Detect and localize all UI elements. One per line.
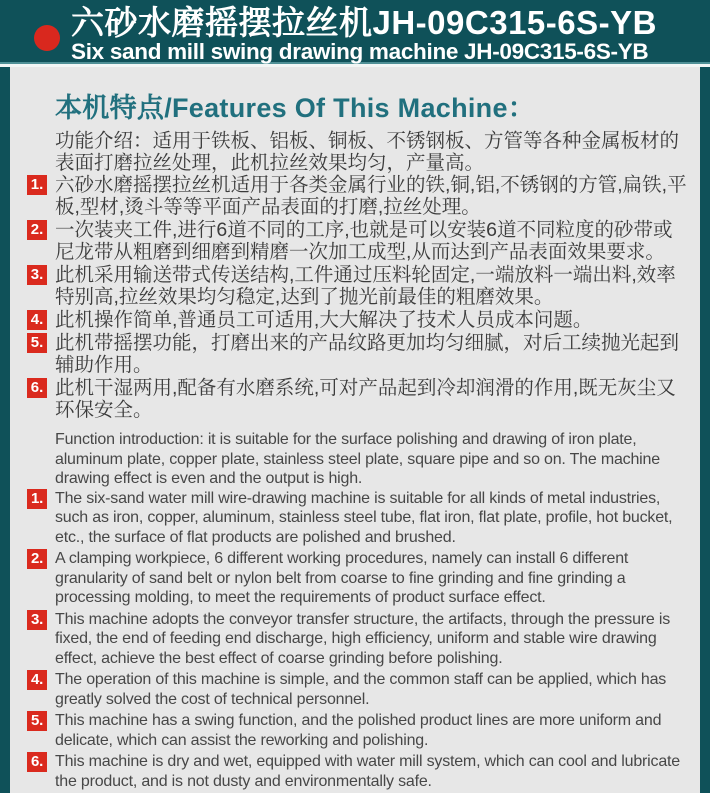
item-number-badge: 3. <box>27 610 47 630</box>
product-title-zh: 六砂水磨摇摆拉丝机JH-09C315-6S-YB <box>71 4 657 41</box>
feature-item <box>30 711 690 750</box>
features-list-en <box>30 489 690 792</box>
product-titles <box>71 0 657 64</box>
item-number-badge: 5. <box>27 711 47 731</box>
feature-item <box>30 264 690 308</box>
features-intro-zh: 功能介绍：适用于铁板、铝板、铜板、不锈钢板、方管等各种金属板材的表面打磨拉丝处理，此机拉丝效果均匀，产量高。 <box>55 130 680 174</box>
feature-item <box>30 377 690 421</box>
item-number-badge: 1. <box>27 489 47 509</box>
product-title-en: Six sand mill swing drawing machine JH-09C315-6S-YB <box>71 39 649 64</box>
item-text: This machine is dry and wet, equipped with water mill system, which can cool and lubricate the product, and is not dusty and environmentally safe. <box>55 753 680 790</box>
feature-item <box>30 219 690 263</box>
item-number-badge: 4. <box>27 670 47 690</box>
header-banner <box>0 0 710 62</box>
feature-item <box>30 752 690 791</box>
item-text: 一次装夹工件,进行6道不同的工序,也就是可以安装6道不同粒度的砂带或尼龙带从粗磨到细磨到精磨一次加工成型,从而达到产品表面效果要求。 <box>55 219 673 263</box>
features-heading: 本机特点/Features Of This Machine： <box>55 93 536 123</box>
item-text: 此机带摇摆功能，打磨出来的产品纹路更加均匀细腻，对后工续抛光起到辅助作用。 <box>55 332 680 376</box>
item-text: This machine has a swing function, and the polished product lines are more uniform and delicate, which can assist the reworking and polishing. <box>55 712 662 749</box>
feature-item <box>30 549 690 608</box>
item-number-badge: 3. <box>27 265 47 285</box>
feature-item <box>30 332 690 376</box>
item-number-badge: 1. <box>27 175 47 195</box>
item-text: The six-sand water mill wire-drawing machine is suitable for all kinds of metal industries, such as iron, copper, aluminum, stainless steel tube, flat iron, flat plate, profile, hot bucket, etc., the surface of flat products are polished and brushed. <box>55 489 673 546</box>
item-number-badge: 2. <box>27 549 47 569</box>
feature-item <box>30 489 690 548</box>
feature-item <box>30 174 690 218</box>
features-card <box>10 67 700 793</box>
features-list-zh <box>30 174 690 421</box>
item-number-badge: 4. <box>27 310 47 330</box>
item-number-badge: 6. <box>27 752 47 772</box>
feature-item <box>30 309 690 331</box>
item-text: 此机采用输送带式传送结构,工件通过压料轮固定,一端放料一端出料,效率特别高,拉丝效果均匀稳定,达到了抛光前最佳的粗磨效果。 <box>55 264 676 308</box>
item-text: The operation of this machine is simple, and the common staff can be applied, which has greatly solved the cost of technical personnel. <box>55 671 667 708</box>
red-dot-icon <box>34 25 60 51</box>
feature-item <box>30 610 690 669</box>
item-text: 此机操作简单,普通员工可适用,大大解决了技术人员成本问题。 <box>55 309 593 331</box>
item-number-badge: 2. <box>27 220 47 240</box>
features-intro-en: Function introduction: it is suitable for the surface polishing and drawing of iron plate, aluminum plate, copper plate, stainless steel plate, square pipe and so on. The machine drawing effect is even and the output is high. <box>55 431 660 487</box>
item-text: 此机干湿两用,配备有水磨系统,可对产品起到冷却润滑的作用,既无灰尘又环保安全。 <box>55 377 676 421</box>
item-text: 六砂水磨摇摆拉丝机适用于各类金属行业的铁,铜,铝,不锈钢的方管,扁铁,平板,型材,烫斗等等平面产品表面的打磨,拉丝处理。 <box>55 174 687 218</box>
item-number-badge: 6. <box>27 378 47 398</box>
item-number-badge: 5. <box>27 333 47 353</box>
item-text: A clamping workpiece, 6 different working procedures, namely can install 6 different granularity of sand belt or nylon belt from coarse to fine grinding and fine grinding a processing molding, to meet the requirements of product surface effect. <box>55 550 629 606</box>
feature-item <box>30 670 690 709</box>
item-text: This machine adopts the conveyor transfer structure, the artifacts, through the pressure is fixed, the end of feeding end discharge, high efficiency, uniform and stable wire drawing effect, achieve the best effect of coarse grinding before polishing. <box>55 610 670 667</box>
